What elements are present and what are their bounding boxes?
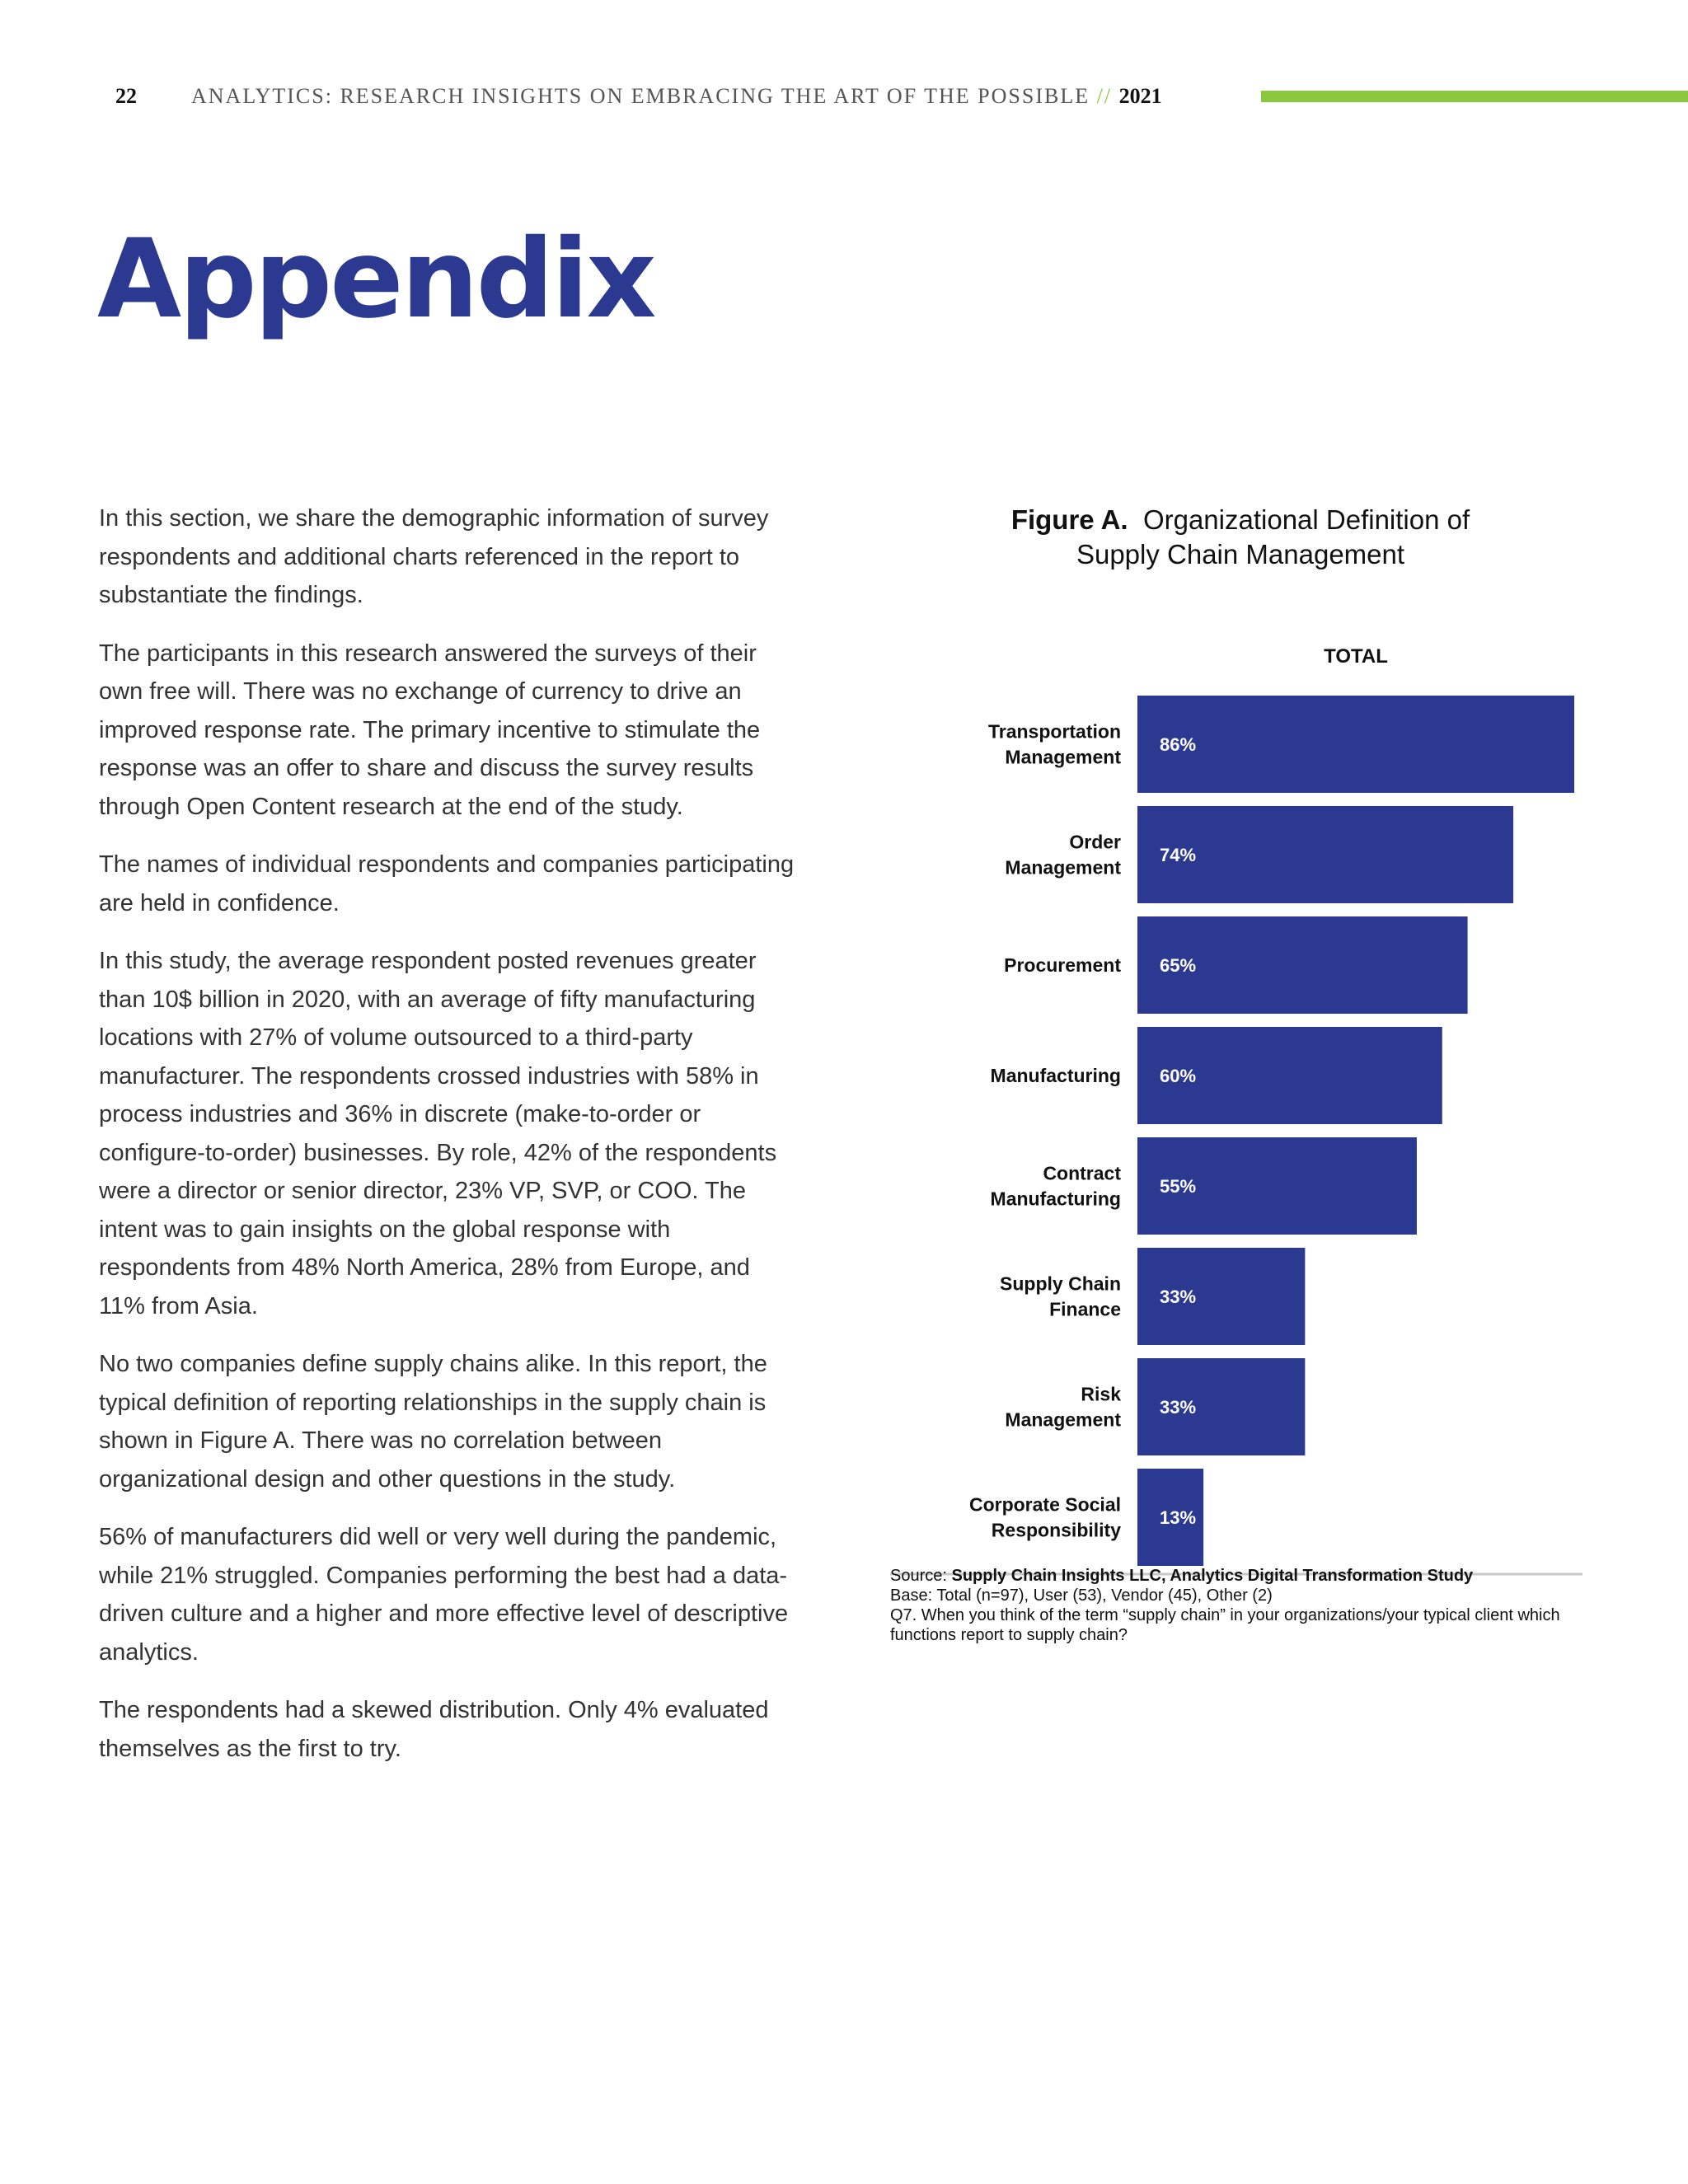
bar-value-label-3: 65%: [1160, 955, 1197, 976]
figure-title-line2: Supply Chain Management: [1076, 539, 1405, 569]
source-text: Supply Chain Insights LLC, Analytics Digital Transformation Study: [951, 1567, 1474, 1585]
page-header: [115, 81, 1573, 114]
figure-title-line1: Organizational Definition of: [1142, 504, 1470, 535]
category-label-line: Management: [1005, 856, 1121, 879]
paragraph-6: 56% of manufacturers did well or very well during the pandemic, while 21% struggled. Companies performing the best had a data-driven culture and a higher and more effective level of descriptive analytics.: [99, 1524, 789, 1666]
running-title: [191, 84, 1162, 109]
category-label-line: Responsibility: [991, 1519, 1121, 1541]
figure-title: [890, 503, 1591, 572]
category-label-3: [1004, 954, 1121, 976]
column-header: TOTAL: [1324, 645, 1388, 668]
source-label: Source:: [890, 1567, 947, 1585]
bar-value-label-2: 74%: [1160, 845, 1197, 865]
category-label-line: Supply Chain: [1000, 1272, 1121, 1295]
category-label-line: Order: [1069, 831, 1121, 853]
base-text: Base: Total (n=97), User (53), Vendor (45), Other (2): [890, 1586, 1273, 1605]
category-label-7: [1005, 1384, 1121, 1431]
category-label-1: [988, 721, 1121, 768]
paragraph-5: No two companies define supply chains alike. In this report, the typical definition of reporting relationships in the supply chain is shown in Figure A. There was no correlation between organizational design and other questions in the study.: [99, 1351, 767, 1493]
title-separator: //: [1096, 84, 1113, 108]
header-year: 2021: [1118, 84, 1162, 108]
bar-value-label-7: 33%: [1160, 1397, 1197, 1418]
category-label-6: [1000, 1273, 1121, 1320]
body-text: [99, 499, 799, 1788]
page-number: 22: [115, 84, 137, 108]
header-accent-bar: [1261, 91, 1688, 102]
category-label-line: Management: [1005, 746, 1121, 768]
bar-chart: [890, 572, 1591, 1586]
paragraph-3: The names of individual respondents and companies participating are held in confidence.: [99, 851, 795, 916]
bar-value-label-4: 60%: [1160, 1066, 1197, 1086]
paragraph-2: The participants in this research answered the surveys of their own free will. There was no exchange of currency to drive an improved response rate. The primary incentive to stimulate the response was an offer to share and discuss the survey results through Open Content research at the end of the study.: [99, 640, 761, 820]
bar-value-label-8: 13%: [1160, 1507, 1197, 1528]
bar-value-label-6: 33%: [1160, 1286, 1197, 1307]
category-label-line: Procurement: [1004, 954, 1121, 976]
category-label-line: Management: [1005, 1408, 1121, 1431]
figure-source: [890, 1566, 1582, 1645]
bar-chart-svg: [890, 572, 1591, 1586]
category-label-line: Corporate Social: [968, 1493, 1121, 1516]
category-label-line: Manufacturing: [990, 1188, 1121, 1210]
category-label-line: Risk: [1081, 1383, 1121, 1405]
category-label-4: [991, 1065, 1121, 1086]
figure-a: [890, 503, 1591, 1644]
bar-1: [1137, 696, 1574, 793]
figure-label: Figure A.: [1010, 504, 1128, 535]
paragraph-7: The respondents had a skewed distribution. Only 4% evaluated themselves as the first to try.: [99, 1697, 769, 1762]
question-text: Q7. When you think of the term “supply chain” in your organizations/your typical client which functions report to supply chain?: [890, 1606, 1560, 1644]
page-title: Appendix: [97, 216, 654, 343]
category-label-line: Finance: [1049, 1298, 1121, 1320]
category-label-2: [1005, 832, 1121, 879]
category-label-8: [969, 1494, 1121, 1541]
category-label-line: Contract: [1043, 1162, 1121, 1184]
bar-value-label-1: 86%: [1160, 734, 1197, 755]
category-label-line: Manufacturing: [990, 1065, 1121, 1086]
category-label-line: Transportation: [987, 720, 1121, 743]
bar-value-label-5: 55%: [1160, 1176, 1197, 1197]
running-title-text: ANALYTICS: RESEARCH INSIGHTS ON EMBRACING THE ART OF THE POSSIBLE: [191, 84, 1090, 108]
paragraph-4: In this study, the average respondent posted revenues greater than 10$ billion in 2020, with an average of fifty manufacturing locations with 27% of volume outsourced to a third-party manufacturer. The respondents crossed industries with 58% in process industries and 36% in discrete (make-to-order or configure-to-order) businesses. By role, 42% of the respondents were a director or senior director, 23% VP, SVP, or COO. The intent was to gain insights on the global response with respondents from 48% North America, 28% from Europe, and 11% from Asia.: [99, 948, 777, 1319]
category-label-5: [991, 1163, 1122, 1210]
paragraph-1: In this section, we share the demographic information of survey respondents and additional charts referenced in the report to substantiate the findings.: [99, 505, 769, 608]
